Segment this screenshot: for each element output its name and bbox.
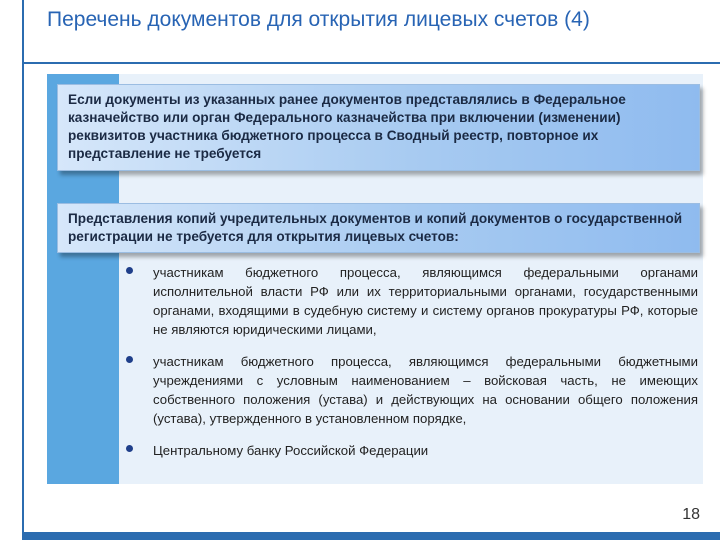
list-item: [118, 263, 698, 339]
list-item-text: участникам бюджетного процесса, являющимся федеральными бюджетными учреждениями с условным наименованием – войсковая часть, не имеющих собственного положения (устава) и действующих на основании общего положения (устава), утвержденного в установленном порядке,: [153, 354, 698, 426]
list-item: [118, 352, 698, 428]
list-item-text: участникам бюджетного процесса, являющимся федеральными органами исполнительной власти РФ или их территориальными органами, государственными органами, входящими в судебную систему и систему органов прокуратуры РФ, которые не являются юридическими лицами,: [153, 265, 698, 337]
list-item-text: Центральному банку Российской Федерации: [153, 443, 429, 458]
bullet-list: [118, 263, 698, 473]
slide-title: Перечень документов для открытия лицевых счетов (4): [47, 8, 590, 31]
title-divider: [22, 62, 720, 64]
bullet-icon: [126, 356, 133, 363]
left-border-line: [22, 0, 24, 540]
bottom-bar: [22, 532, 720, 540]
callout-repeat-submission-note: Если документы из указанных ранее документов представлялись в Федеральное казначейство или орган Федерального казначейства при включении (изменении) реквизитов участника бюджетного процесса в Сводный реестр, повторное их представление не требуется: [57, 84, 700, 171]
bullet-icon: [126, 267, 133, 274]
callout-copies-not-required: Представления копий учредительных документов и копий документов о государственной регистрации не требуется для открытия лицевых счетов:: [57, 203, 700, 253]
bullet-icon: [126, 445, 133, 452]
list-item: [118, 441, 698, 460]
page-number: 18: [682, 506, 700, 523]
